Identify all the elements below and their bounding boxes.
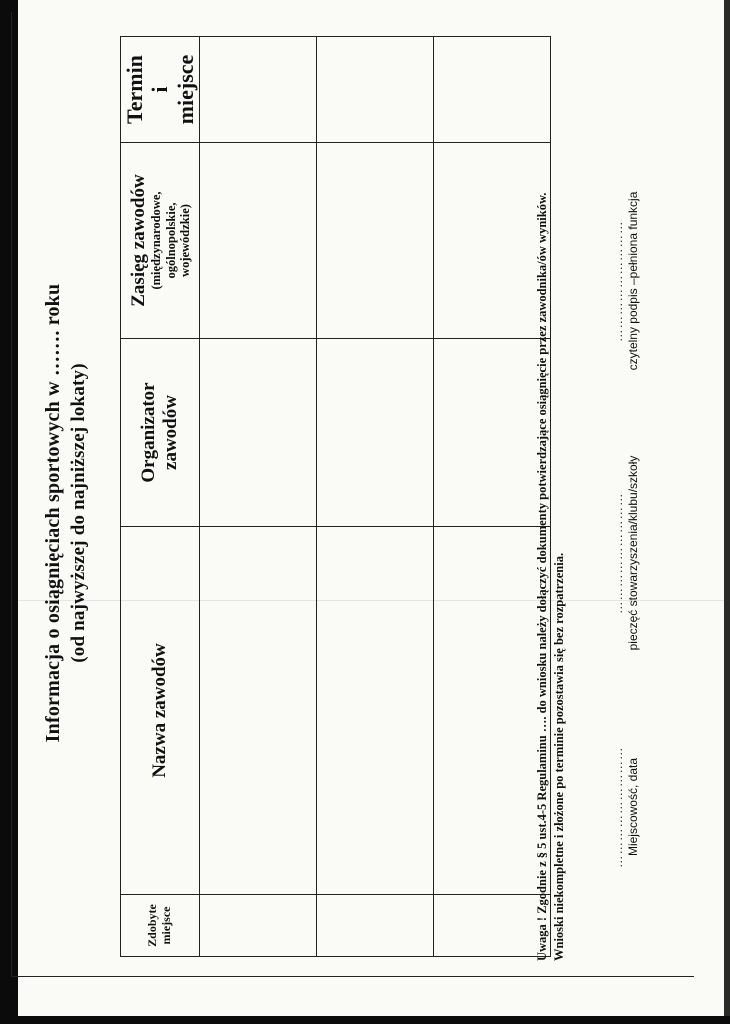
cell-scope[interactable]: [200, 143, 317, 339]
cell-scope[interactable]: [317, 143, 434, 339]
note-line-1: Uwaga ! Zgodnie z § 5 ust.4-5 Regulaminu …. do wniosku należy dołączyć dokumenty potwierdzające osiągnięcie przez zawodnika/ów wyników.: [535, 192, 549, 961]
table-header-row: [121, 37, 200, 957]
cell-date-place[interactable]: [200, 37, 317, 143]
header-scope: Zasięg zawodów (międzynarodowe, ogólnopolskie, wojewódzkie): [121, 143, 200, 339]
note-line-2: Wnioski niekompletne i złożone po terminie pozostawia się bez rozpatrzenia.: [551, 552, 566, 961]
stamp-label: pieczęć stowarzyszenia/klubu/szkoły: [626, 455, 640, 651]
cell-organizer[interactable]: [317, 339, 434, 527]
rotated-form: [2, 13, 702, 1013]
header-date-place: Termin i miejsce: [121, 37, 200, 143]
signature-label: czytelny podpis –pełniona funkcja: [626, 191, 640, 371]
dotted-line: ………………………: [611, 220, 625, 342]
cell-organizer[interactable]: [200, 339, 317, 527]
dotted-line: ………………………: [611, 746, 625, 868]
dotted-line: ………………………: [611, 492, 625, 614]
form-title: Informacja o osiągnięciach sportowych w ……. roku: [42, 283, 64, 743]
scan-edge-bottom: [0, 1016, 730, 1024]
table-row: [317, 37, 434, 957]
form-subtitle: (od najwyższej do najniższej lokaty): [68, 363, 89, 663]
table-row: [434, 37, 551, 957]
scan-edge-right: [724, 0, 730, 1024]
cell-date-place[interactable]: [434, 37, 551, 143]
achievements-table: [120, 36, 551, 957]
cell-competition-name[interactable]: [200, 527, 317, 895]
signature-name-function[interactable]: [612, 161, 640, 401]
header-organizer: Organizator zawodów: [121, 339, 200, 527]
cell-organizer[interactable]: [434, 339, 551, 527]
regulation-note: [534, 21, 568, 961]
header-place: Zdobyte miejsce: [121, 895, 200, 957]
cell-place[interactable]: [434, 895, 551, 957]
cell-scope[interactable]: [434, 143, 551, 339]
table-row: [200, 37, 317, 957]
cell-date-place[interactable]: [317, 37, 434, 143]
cell-competition-name[interactable]: [317, 527, 434, 895]
cell-place[interactable]: [317, 895, 434, 957]
place-date-label: Miejscowość, data: [626, 757, 640, 857]
cell-competition-name[interactable]: [434, 527, 551, 895]
header-competition-name: Nazwa zawodów: [121, 527, 200, 895]
cell-place[interactable]: [200, 895, 317, 957]
signature-place-date[interactable]: [612, 697, 640, 917]
signature-stamp[interactable]: [612, 423, 640, 683]
